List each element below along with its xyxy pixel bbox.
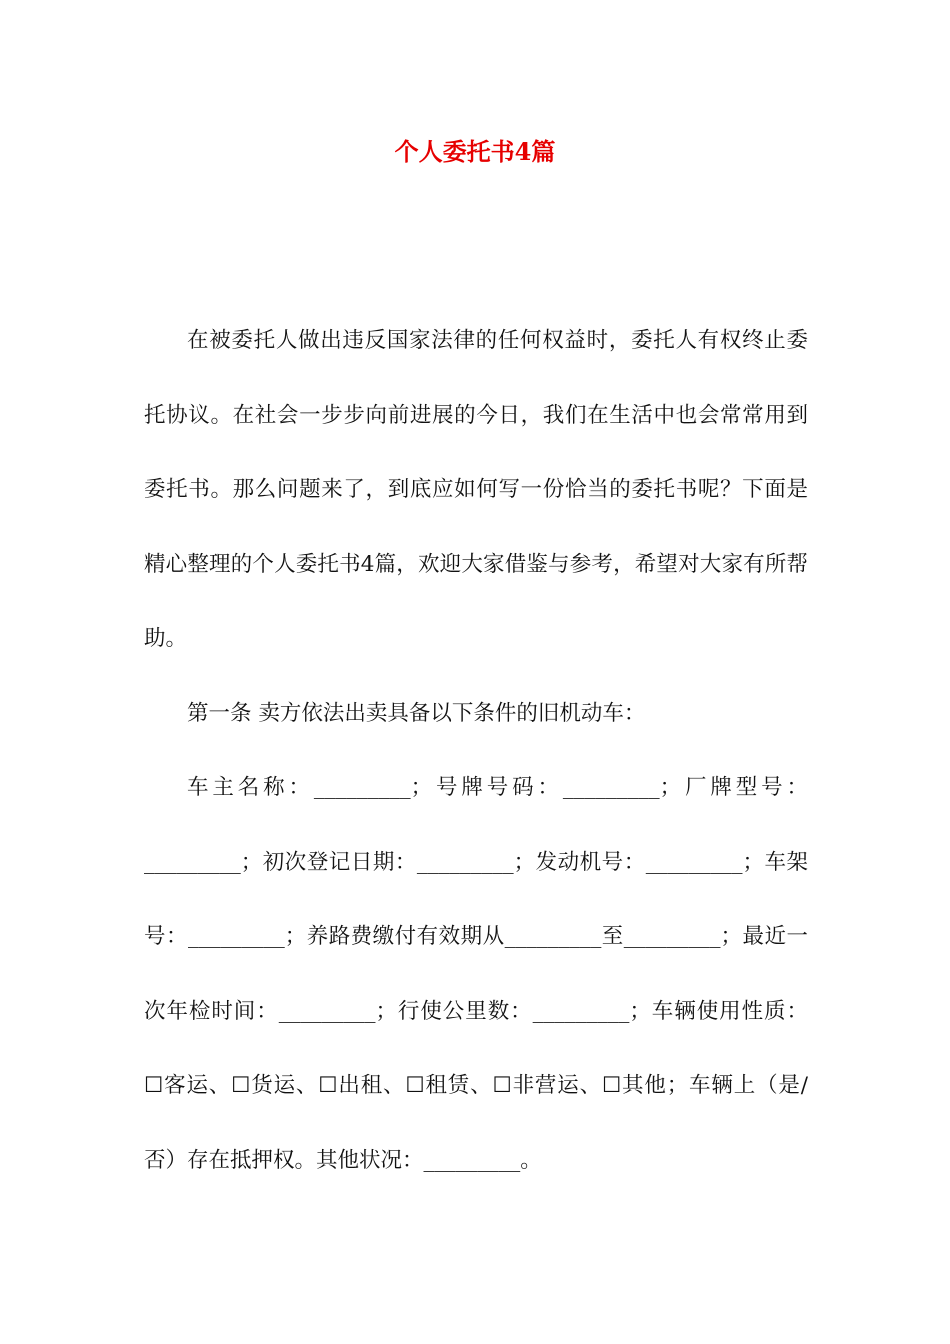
intro-paragraph: 在被委托人做出违反国家法律的任何权益时，委托人有权终止委托协议。在社会一步步向前进展的今日，我们在生活中也会常常用到委托书。那么问题来了，到底应如何写一份恰当的委托书呢？下面是精心整理的个人委托书4篇，欢迎大家借鉴与参考，希望对大家有所帮助。 [144,328,808,651]
document-title: 个人委托书4篇 [394,137,556,166]
vehicle-details-paragraph: 车主名称：_________；号牌号码：_________；厂牌型号：_________；初次登记日期：_________；发动机号：_________；车架号：_________；养路费缴付有效期从_________至_________；最近一次年检时间：_________；行使公里数：_________；车辆使用性质：☐客运、☐货运、☐出租、☐租赁、☐非营运、☐其他；车辆上（是/否）存在抵押权。其他状况：_________。 [144,775,808,1173]
article-one-paragraph: 第一条 卖方依法出卖具备以下条件的旧机动车： [187,700,646,726]
document-body [144,304,808,1198]
